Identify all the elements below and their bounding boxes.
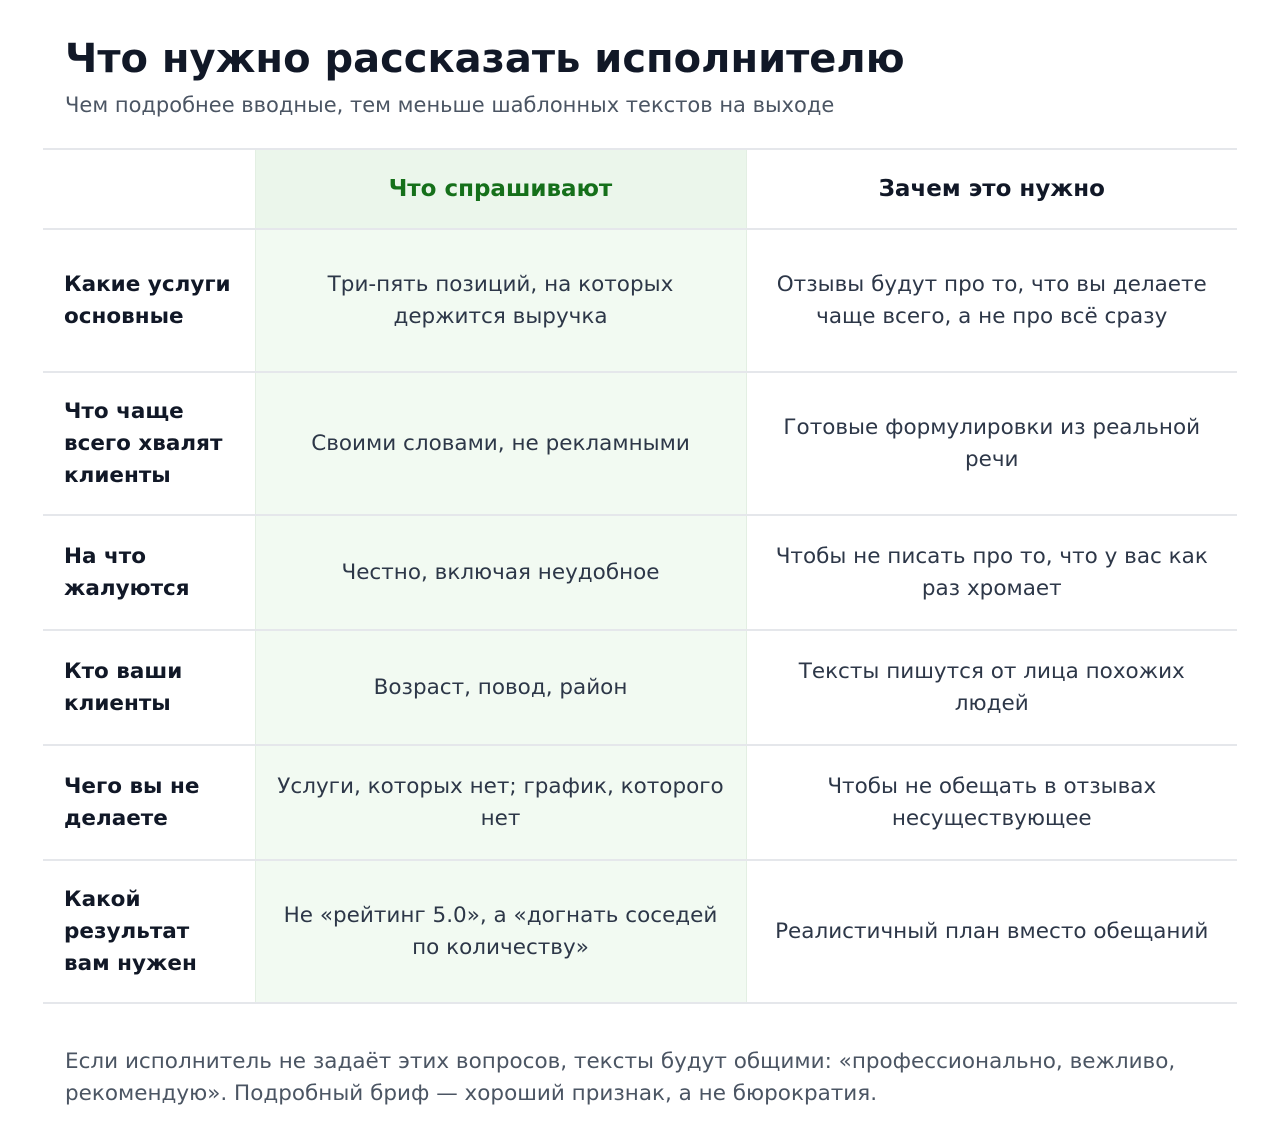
row-why: Отзывы будут про то, что вы делаете чаще всего, а не про всё сразу xyxy=(746,229,1237,372)
row-why: Готовые формулировки из реальной речи xyxy=(746,372,1237,515)
table-row xyxy=(43,630,1237,745)
table-row xyxy=(43,860,1237,1003)
row-ask: Своими словами, не рекламными xyxy=(255,372,746,515)
page-title: Что нужно рассказать исполнителю xyxy=(65,36,905,82)
row-ask: Три-пять позиций, на которых держится выручка xyxy=(255,229,746,372)
row-why: Реалистичный план вместо обещаний xyxy=(746,860,1237,1003)
column-header-ask: Что спрашивают xyxy=(255,149,746,229)
row-why: Чтобы не обещать в отзывах несуществующее xyxy=(746,745,1237,860)
table-row xyxy=(43,515,1237,630)
column-header-why: Зачем это нужно xyxy=(746,149,1237,229)
brief-table xyxy=(43,148,1237,1004)
row-question: Кто ваши клиенты xyxy=(43,630,255,745)
row-ask: Честно, включая неудобное xyxy=(255,515,746,630)
row-why: Тексты пишутся от лица похожих людей xyxy=(746,630,1237,745)
row-why: Чтобы не писать про то, что у вас как раз хромает xyxy=(746,515,1237,630)
table-row xyxy=(43,372,1237,515)
row-question: Чего вы не делаете xyxy=(43,745,255,860)
table-row xyxy=(43,229,1237,372)
row-ask: Не «рейтинг 5.0», а «догнать соседей по количеству» xyxy=(255,860,746,1003)
row-question: На что жалуются xyxy=(43,515,255,630)
row-ask: Услуги, которых нет; график, которого нет xyxy=(255,745,746,860)
row-question: Что чаще всего хвалят клиенты xyxy=(43,372,255,515)
table-row xyxy=(43,745,1237,860)
column-header-question xyxy=(43,149,255,229)
row-question: Какой результат вам нужен xyxy=(43,860,255,1003)
row-question: Какие услуги основные xyxy=(43,229,255,372)
row-ask: Возраст, повод, район xyxy=(255,630,746,745)
footer-note: Если исполнитель не задаёт этих вопросов, тексты будут общими: «профессионально, вежливо, рекомендую». Подробный бриф — хороший признак, а не бюрократия. xyxy=(65,1049,1176,1106)
page-subtitle: Чем подробнее вводные, тем меньше шаблонных текстов на выходе xyxy=(65,93,835,117)
table-header-row xyxy=(43,149,1237,229)
